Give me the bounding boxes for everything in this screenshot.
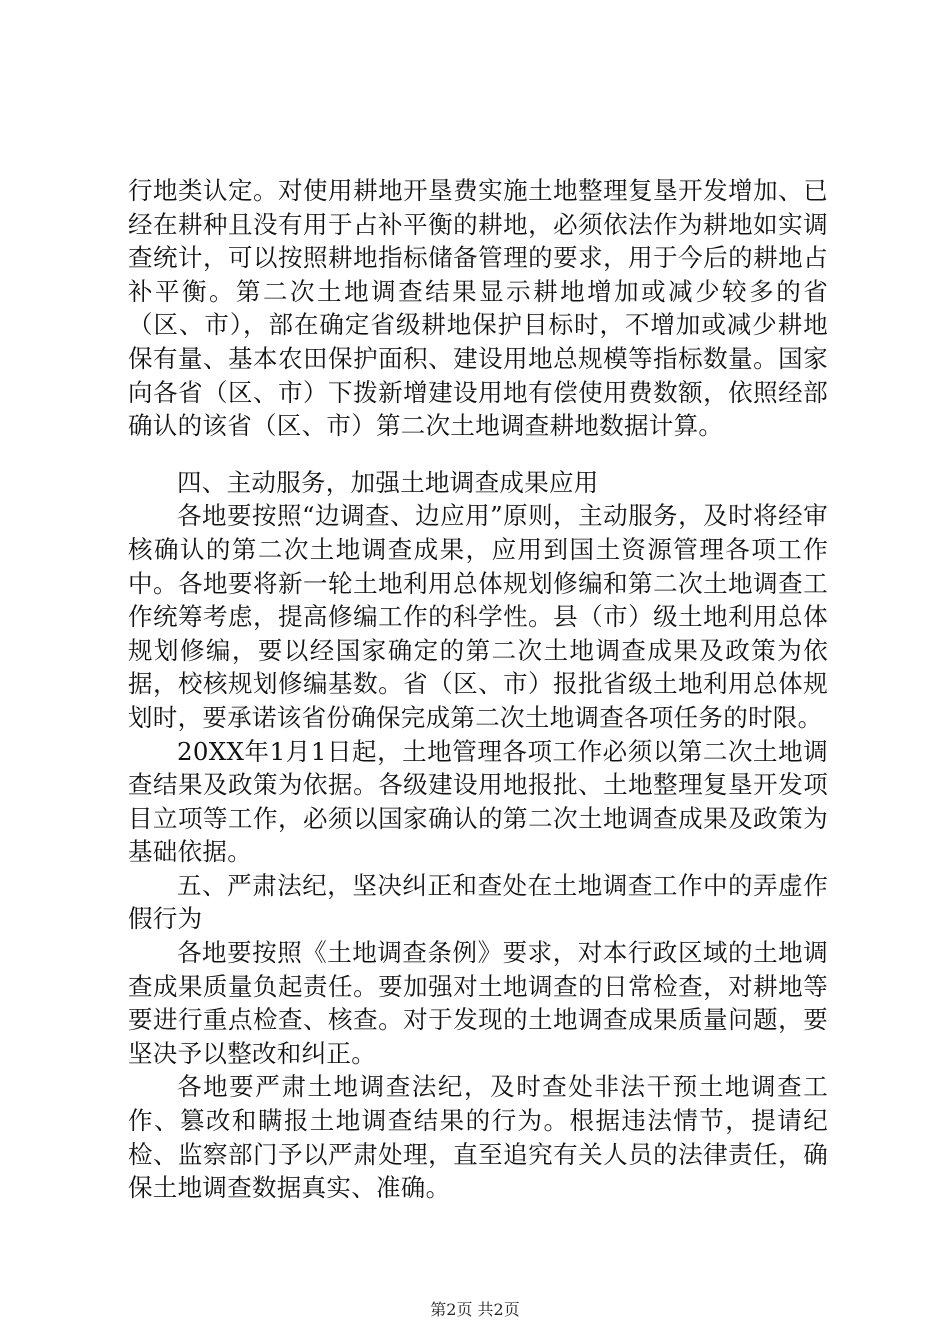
- paragraph: 各地要按照《土地调查条例》要求，对本行政区域的土地调查成果质量负起责任。要加强对土地调查的日常检查，对耕地等要进行重点检查、核查。对于发现的土地调查成果质量问题，要坚决予以整改和纠正。: [128, 938, 828, 1068]
- section-heading-5: 五、严肃法纪，坚决纠正和查处在土地调查工作中的弄虚作假行为: [128, 870, 828, 934]
- document-body: [128, 174, 828, 1205]
- paragraph: 各地要按照“边调查、边应用”原则，主动服务，及时将经审核确认的第二次土地调查成果，应用到国土资源管理各项工作中。各地要将新一轮土地利用总体规划修编和第二次土地调查工作统筹考虑，提高修编工作的科学性。县（市）级土地利用总体规划修编，要以经国家确定的第二次土地调查成果及政策为依据，校核规划修编基数。省（区、市）报批省级土地利用总体规划时，要承诺该省份确保完成第二次土地调查各项任务的时限。: [128, 501, 828, 732]
- section-heading-4: 四、主动服务，加强土地调查成果应用: [177, 467, 599, 497]
- paragraph: 20XX年1月1日起，土地管理各项工作必须以第二次土地调查结果及政策为依据。各级建设用地报批、土地整理复垦开发项目立项等工作，必须以国家确认的第二次土地调查成果及政策为基础依据。: [128, 736, 828, 867]
- page-number-footer: 第2页 共2页: [430, 1300, 520, 1319]
- paragraph-continuation: 行地类认定。对使用耕地开垦费实施土地整理复垦开发增加、已经在耕种且没有用于占补平衡的耕地，必须依法作为耕地如实调查统计，可以按照耕地指标储备管理的要求，用于今后的耕地占补平衡。第二次土地调查结果显示耕地增加或减少较多的省（区、市），部在确定省级耕地保护目标时，不增加或减少耕地保有量、基本农田保护面积、建设用地总规模等指标数量。国家向各省（区、市）下拨新增建设用地有偿使用费数额，依照经部确认的该省（区、市）第二次土地调查耕地数据计算。: [128, 176, 828, 441]
- paragraph: 各地要严肃土地调查法纪，及时查处非法干预土地调查工作、篡改和瞒报土地调查结果的行为。根据违法情节，提请纪检、监察部门予以严肃处理，直至追究有关人员的法律责任，确保土地调查数据真实、准确。: [128, 1072, 828, 1203]
